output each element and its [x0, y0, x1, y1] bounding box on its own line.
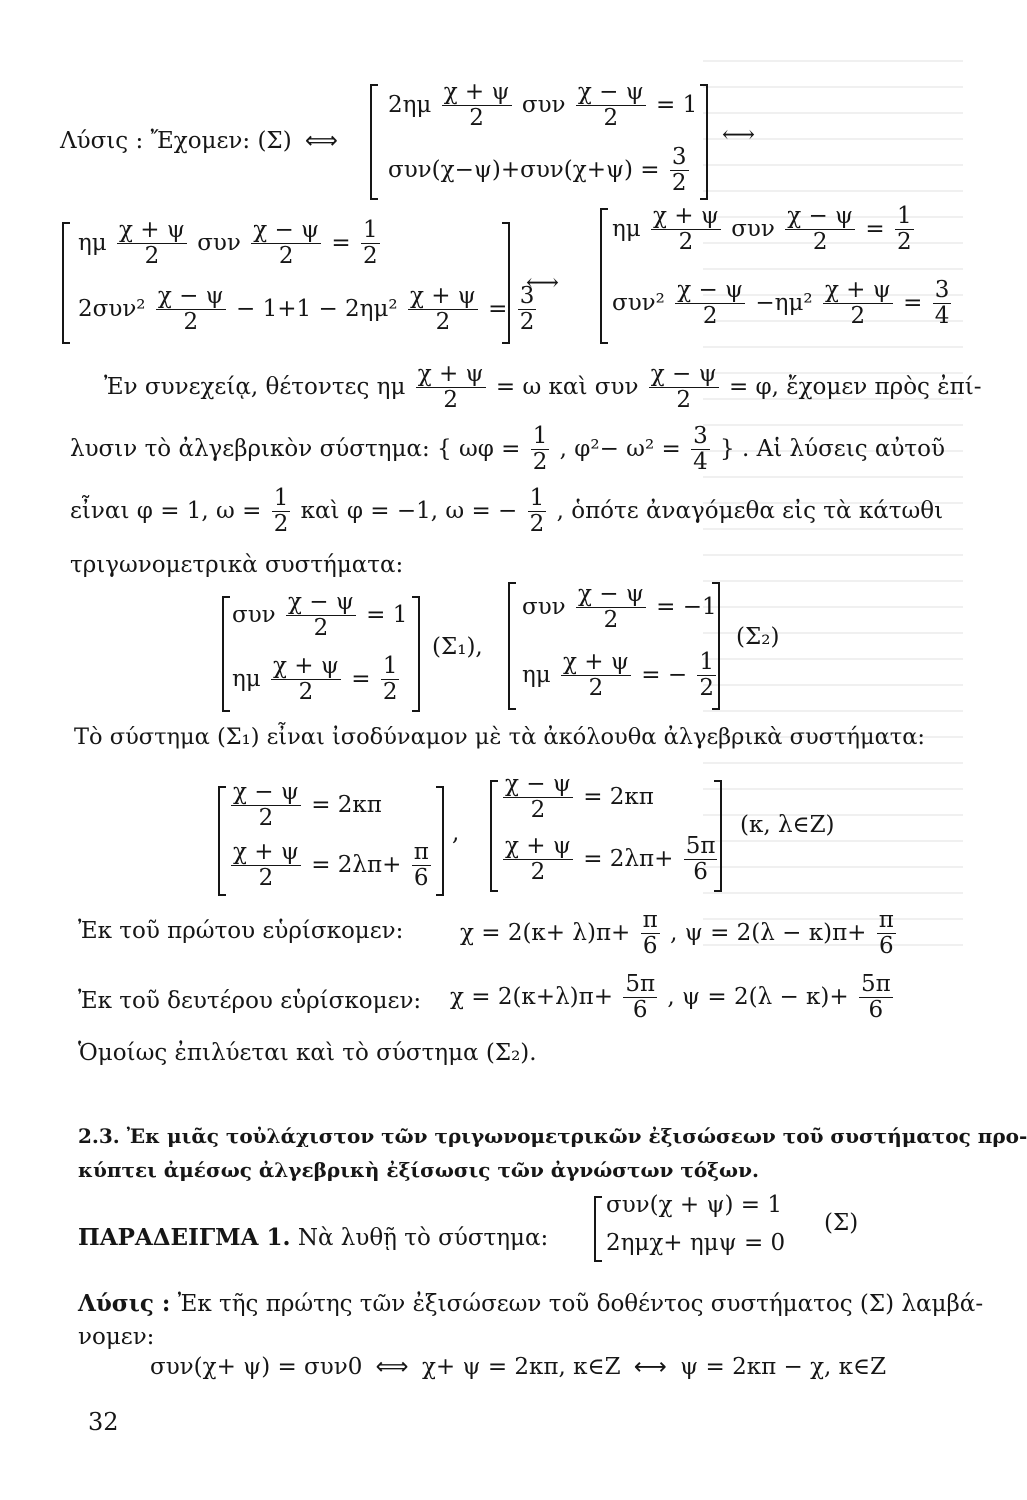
example-sigma: (Σ)	[824, 1210, 859, 1236]
we-have-text: Ἔχομεν: (Σ)	[150, 128, 292, 154]
paragraph-line-4: τριγωνομετρικὰ συστήματα:	[70, 552, 404, 578]
system2-eq2: 2συν² $\frac{\chi - \psi}{2}$ − 1+1 − 2ημ² $\frac{\chi + \psi}{2}$ = $\frac{3}{2}$	[78, 283, 535, 336]
paragraph-line-3: εἶναι φ = 1, ω = $\frac{1}{2}$ καὶ φ = −1, ω = − $\frac{1}{2}$ , ὁπότε ἀναγόμεθα εἰς τὰ κάτωθι	[70, 485, 944, 538]
sigma2-label: (Σ₂)	[736, 624, 780, 650]
left-brace	[490, 780, 498, 892]
right-brace	[436, 786, 444, 896]
right-brace	[700, 84, 708, 200]
first-solution-line: Ἐκ τοῦ πρώτου εὑρίσκομεν:	[78, 918, 404, 944]
second-solution: χ = 2(κ+λ)π+ $\frac{5\pi}{6}$ , ψ = 2(λ − κ)+ $\frac{5\pi}{6}$	[450, 971, 891, 1024]
second-solution-line: Ἐκ τοῦ δευτέρου εὑρίσκομεν:	[78, 988, 422, 1014]
alg2-eq1: $\frac{\chi - \psi}{2}$ = 2κπ	[505, 771, 654, 824]
left-brace	[594, 1196, 602, 1262]
first-solution: χ = 2(κ+ λ)π+ $\frac{\pi}{6}$ , ψ = 2(λ − κ)π+ $\frac{\pi}{6}$	[460, 907, 894, 960]
right-brace	[502, 222, 510, 344]
sigma2-eq1: συν $\frac{\chi - \psi}{2}$ = −1	[522, 581, 717, 634]
right-brace	[714, 780, 722, 892]
section-heading: 2.3. Ἐκ μιᾶς τοὐλάχιστον τῶν τριγωνομετρικῶν ἐξισώσεων τοῦ συστήματος προ-	[78, 1124, 1027, 1148]
system-eq-2: συν(χ−ψ)+συν(χ+ψ) = $\frac{3}{2}$	[388, 144, 687, 197]
final-equation: συν(χ+ ψ) = συν0 ⟺ χ+ ψ = 2κπ, κ∈Z ⟷ ψ = 2κπ − χ, κ∈Z	[150, 1354, 887, 1380]
sigma2-eq2: ημ $\frac{\chi + \psi}{2}$ = − $\frac{1}{2}$	[522, 649, 715, 702]
paragraph-line-1: Ἐν συνεχείᾳ, θέτοντες ημ $\frac{\chi + \psi}{2}$ = ω καὶ συν $\frac{\chi - \psi}{2}$ = φ, ἔχομεν πρὸς ἐπί-	[104, 361, 982, 414]
left-brace	[222, 596, 230, 712]
sigma1-label: (Σ₁),	[432, 634, 483, 660]
solution2-line: Λύσις : Ἐκ τῆς πρώτης τῶν ἐξισώσεων τοῦ δοθέντος συστήματος (Σ) λαμβά-	[78, 1290, 984, 1317]
left-brace	[508, 582, 516, 710]
solution-label: Λύσις :	[60, 128, 144, 154]
example-line: ΠΑΡΑΔΕΙΓΜΑ 1. Νὰ λυθῇ τὸ σύστημα:	[78, 1224, 549, 1251]
alg2-eq2: $\frac{\chi + \psi}{2}$ = 2λπ+ $\frac{5\pi}{6}$	[505, 833, 716, 886]
example-eq1: συν(χ + ψ) = 1	[606, 1192, 783, 1218]
left-brace	[62, 222, 70, 344]
system3-eq1: ημ $\frac{\chi + \psi}{2}$ συν $\frac{\chi - \psi}{2}$ = $\frac{1}{2}$	[612, 203, 912, 256]
sigma1-eq2: ημ $\frac{\chi + \psi}{2}$ = $\frac{1}{2}$	[232, 653, 398, 706]
equivalence-arrow-3: ⟷	[526, 270, 559, 296]
left-brace	[218, 786, 226, 896]
section-heading-2: κύπτει ἀμέσως ἀλγεβρικὴ ἐξίσωσις τῶν ἀγνώστων τόξων.	[78, 1158, 759, 1182]
system3-eq2: συν² $\frac{\chi - \psi}{2}$ −ημ² $\frac{\chi + \psi}{2}$ = $\frac{3}{4}$	[612, 277, 950, 330]
system-eq-1: 2ημ $\frac{\chi + \psi}{2}$ συν $\frac{\chi - \psi}{2}$ = 1	[388, 79, 698, 132]
page-number: 32	[88, 1408, 119, 1436]
solution-intro	[60, 128, 344, 154]
comma: ,	[452, 820, 460, 846]
right-brace	[712, 582, 720, 710]
example-eq2: 2ημχ+ ημψ = 0	[606, 1230, 786, 1256]
paragraph-line-5: Τὸ σύστημα (Σ₁) εἶναι ἰσοδύναμον μὲ τὰ ἀκόλουθα ἀλγεβρικὰ συστήματα:	[74, 724, 925, 750]
equivalence-arrow: ⟺	[304, 128, 338, 154]
integer-condition: (κ, λ∈Z)	[740, 812, 835, 838]
left-brace	[370, 84, 378, 200]
similarly-line: Ὁμοίως ἐπιλύεται καὶ τὸ σύστημα (Σ₂).	[78, 1040, 537, 1066]
paragraph-line-2: λυσιν τὸ ἀλγεβρικὸν σύστημα: { ωφ = $\frac{1}{2}$ , φ²− ω² = $\frac{3}{4}$ } . Αἱ λύσεις αὐτοῦ	[70, 423, 945, 476]
equivalence-arrow-2: ⟷	[722, 122, 755, 148]
alg1-eq1: $\frac{\chi - \psi}{2}$ = 2κπ	[233, 779, 382, 832]
system2-eq1: ημ $\frac{\chi + \psi}{2}$ συν $\frac{\chi - \psi}{2}$ = $\frac{1}{2}$	[78, 217, 378, 270]
left-brace	[600, 208, 608, 344]
alg1-eq2: $\frac{\chi + \psi}{2}$ = 2λπ+ $\frac{\pi}{6}$	[233, 839, 429, 892]
sigma1-eq1: συν $\frac{\chi - \psi}{2}$ = 1	[232, 589, 408, 642]
solution2-line-2: νομεν:	[78, 1324, 155, 1350]
right-brace	[412, 596, 420, 712]
